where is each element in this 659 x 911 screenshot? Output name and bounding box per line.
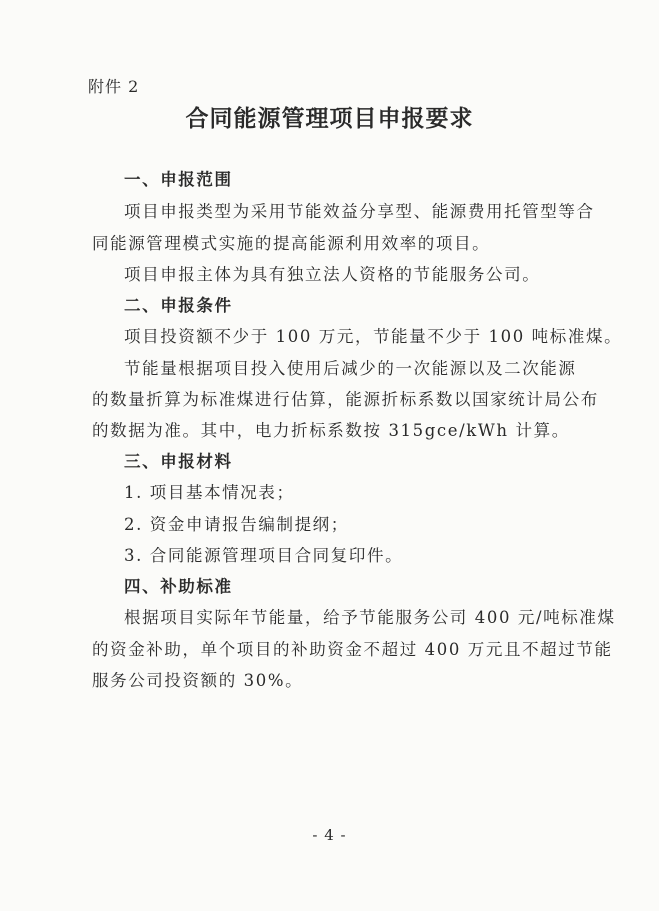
section-heading-scope: 一、申报范围 xyxy=(124,170,233,189)
paragraph-line: 的数量折算为标准煤进行估算，能源折标系数以国家统计局公布 xyxy=(92,390,599,409)
paragraph-line: 项目申报主体为具有独立法人资格的节能服务公司。 xyxy=(124,265,541,284)
section-heading-subsidy: 四、补助标准 xyxy=(124,577,233,596)
paragraph-line: 同能源管理模式实施的提高能源利用效率的项目。 xyxy=(92,234,491,253)
paragraph-line: 根据项目实际年节能量，给予节能服务公司 400 元/吨标准煤 xyxy=(124,608,616,627)
paragraph-line: 项目申报类型为采用节能效益分享型、能源费用托管型等合 xyxy=(124,202,595,221)
paragraph-line: 的数据为准。其中，电力折标系数按 315gce/kWh 计算。 xyxy=(92,421,570,440)
document-title: 合同能源管理项目申报要求 xyxy=(185,106,474,132)
paragraph-line: 节能量根据项目投入使用后减少的一次能源以及二次能源 xyxy=(124,359,577,378)
section-heading-conditions: 二、申报条件 xyxy=(124,296,233,315)
attachment-label: 附件 2 xyxy=(88,77,140,96)
page-number: - 4 - xyxy=(312,826,347,844)
list-item: 3. 合同能源管理项目合同复印件。 xyxy=(124,546,404,565)
section-heading-materials: 三、申报材料 xyxy=(124,452,233,471)
list-item: 1. 项目基本情况表； xyxy=(124,483,295,502)
paragraph-line: 的资金补助，单个项目的补助资金不超过 400 万元且不超过节能 xyxy=(92,640,613,659)
paragraph-line: 服务公司投资额的 30%。 xyxy=(92,671,304,690)
paragraph-line: 项目投资额不少于 100 万元，节能量不少于 100 吨标准煤。 xyxy=(124,327,623,346)
list-item: 2. 资金申请报告编制提纲； xyxy=(124,515,349,534)
